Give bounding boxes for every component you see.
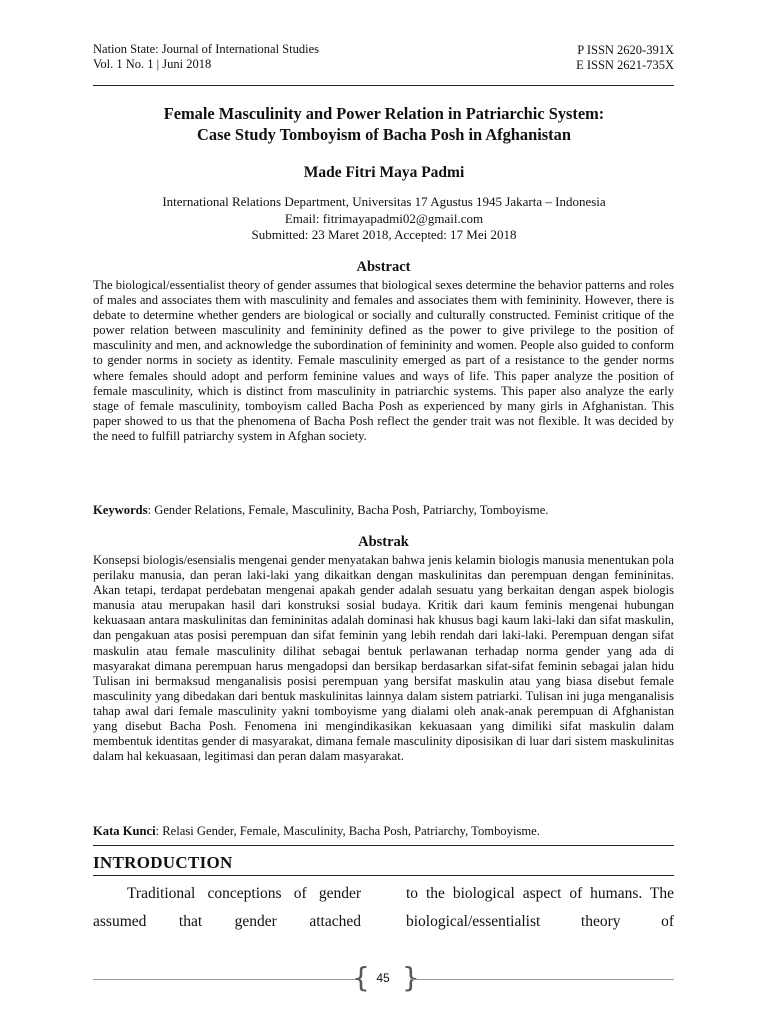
title-line-1: Female Masculinity and Power Relation in Patriarchic System: (163, 104, 605, 123)
right-brace-ornament: } (402, 961, 420, 994)
left-brace-ornament: { (352, 961, 370, 994)
page-number: 45 (376, 971, 390, 985)
abstrak-text: Konsepsi biologis/esensialis mengenai gender menyatakan bahwa jenis kelamin biologis manusia menentukan pola perilaku manusia, dan peran laki-laki yang dikaitkan dengan maskulinitas dan perempuan dengan femininitas. Akan tetapi, terdapat perdebatan mengenai apakah gender adalah sesuatu yang berkaitan dengan aspek biologis manusia atau merupakan hasil dari konstruksi sosial budaya. Kritik dari kaum feminis mengenai hubungan kekuasaan antara maskulinitas dan femininitas adalah dominasi hak khusus bagi kaum laki-laki dan sifat maskulin, dan pengakuan atas posisi perempuan dan sifat feminin yang lebih rendah dari laki-laki. Perempuan dengan sifat maskulin atau female masculinity dilihat sebagai bentuk perlawanan terhadap norma gender yang ada di masyarakat dimana perempuan harus mengadopsi dan bersikap berdasarkan sifat-sifat feminin sebagai jalan hidu Tulisan ini bermaksud menganalisis posisi perempuan yang bersifat maskulin atau yang biasa disebut female masculinity yang dibedakan dari bentuk maskulinitas lainnya dalam sistem patriarki. Tulisan ini juga menganalisis tahap awal dari female masculinity yakni tomboyisme yang dialami oleh anak-anak perempuan di Afghanistan yang disebut Bacha Posh. Fenomena ini mengindikasikan kekuasaan yang dimiliki sifat maskulin dalam membentuk identitas gender di masyarakat, dimana female masculinity diposisikan di luar dari sistem maskulinitas dalam hal kekuasaan, legitimasi dan peran dalam masyarakat. (93, 553, 674, 764)
keywords-line (93, 503, 674, 518)
keywords-list: : Gender Relations, Female, Masculinity, Bacha Posh, Patriarchy, Tomboyisme. (147, 503, 549, 517)
submission-dates: Submitted: 23 Maret 2018, Accepted: 17 Mei 2018 (251, 227, 517, 242)
journal-header (93, 42, 319, 72)
author-name: Made Fitri Maya Padmi (303, 164, 465, 181)
keywords-label: Keywords (93, 503, 148, 517)
abstract-heading: Abstract (356, 259, 411, 275)
introduction-right-text: to the biological aspect of humans. The biological/essentialist theory of (406, 885, 674, 930)
introduction-rule-bottom (93, 875, 674, 876)
paper-title (80, 103, 688, 145)
journal-volume: Vol. 1 No. 1 | Juni 2018 (93, 57, 212, 71)
footer-rule-left (93, 979, 356, 980)
author-email: Email: fitrimayapadmi02@gmail.com (284, 210, 484, 226)
journal-name: Nation State: Journal of International Studies (93, 42, 319, 56)
author-affiliation-block (80, 194, 688, 244)
title-line-2: Case Study Tomboyism of Bacha Posh in Afghanistan (197, 125, 571, 144)
introduction-left-column (93, 880, 361, 936)
introduction-right-column (406, 880, 674, 936)
affiliation: International Relations Department, Universitas 17 Agustus 1945 Jakarta – Indonesia (162, 194, 606, 209)
issn-block (576, 43, 674, 73)
abstract-text: The biological/essentialist theory of gender assumes that biological sexes determine the behavior patterns and roles of males and associates them with masculinity and females and associates them with femininity. However, there is debate to determine whether genders are biological or socially and culturally constructed. Feminist critique of the power relation between masculinity and femininity defined as the power to give privilege to the position of masculinity and men, and acknowledge the subordination of femininity and women. People also guided to conform to gender norms in society as identity. Female masculinity emerged as part of a resistance to the gender norms where females should adopt and perform feminine values and ways of life. This paper analyze the position of female masculinity, which is distinct from masculinity in patriarchic systems. This paper also analyze the early stage of female masculinity, tomboyism called Bacha Posh as experienced by many girls in Afghanistan. This paper showed to us that the phenomena of Bacha Posh reflect the gender trait was not flexible. It was decided by the need to fulfill patriarchy system in Afghan society. (93, 278, 674, 443)
header-divider (93, 85, 674, 86)
introduction-rule-top (93, 845, 674, 846)
e-issn: E ISSN 2621-735X (576, 58, 674, 72)
kata-kunci-label: Kata Kunci (93, 824, 156, 838)
kata-kunci-line (93, 824, 674, 839)
p-issn: P ISSN 2620-391X (577, 43, 674, 57)
introduction-left-text: Traditional conceptions of gender assumed that gender attached (93, 885, 361, 930)
kata-kunci-list: : Relasi Gender, Female, Masculinity, Bacha Posh, Patriarchy, Tomboyisme. (155, 824, 540, 838)
footer-rule-right (410, 979, 674, 980)
abstrak-heading: Abstrak (358, 534, 409, 550)
introduction-heading: INTRODUCTION (93, 853, 233, 872)
